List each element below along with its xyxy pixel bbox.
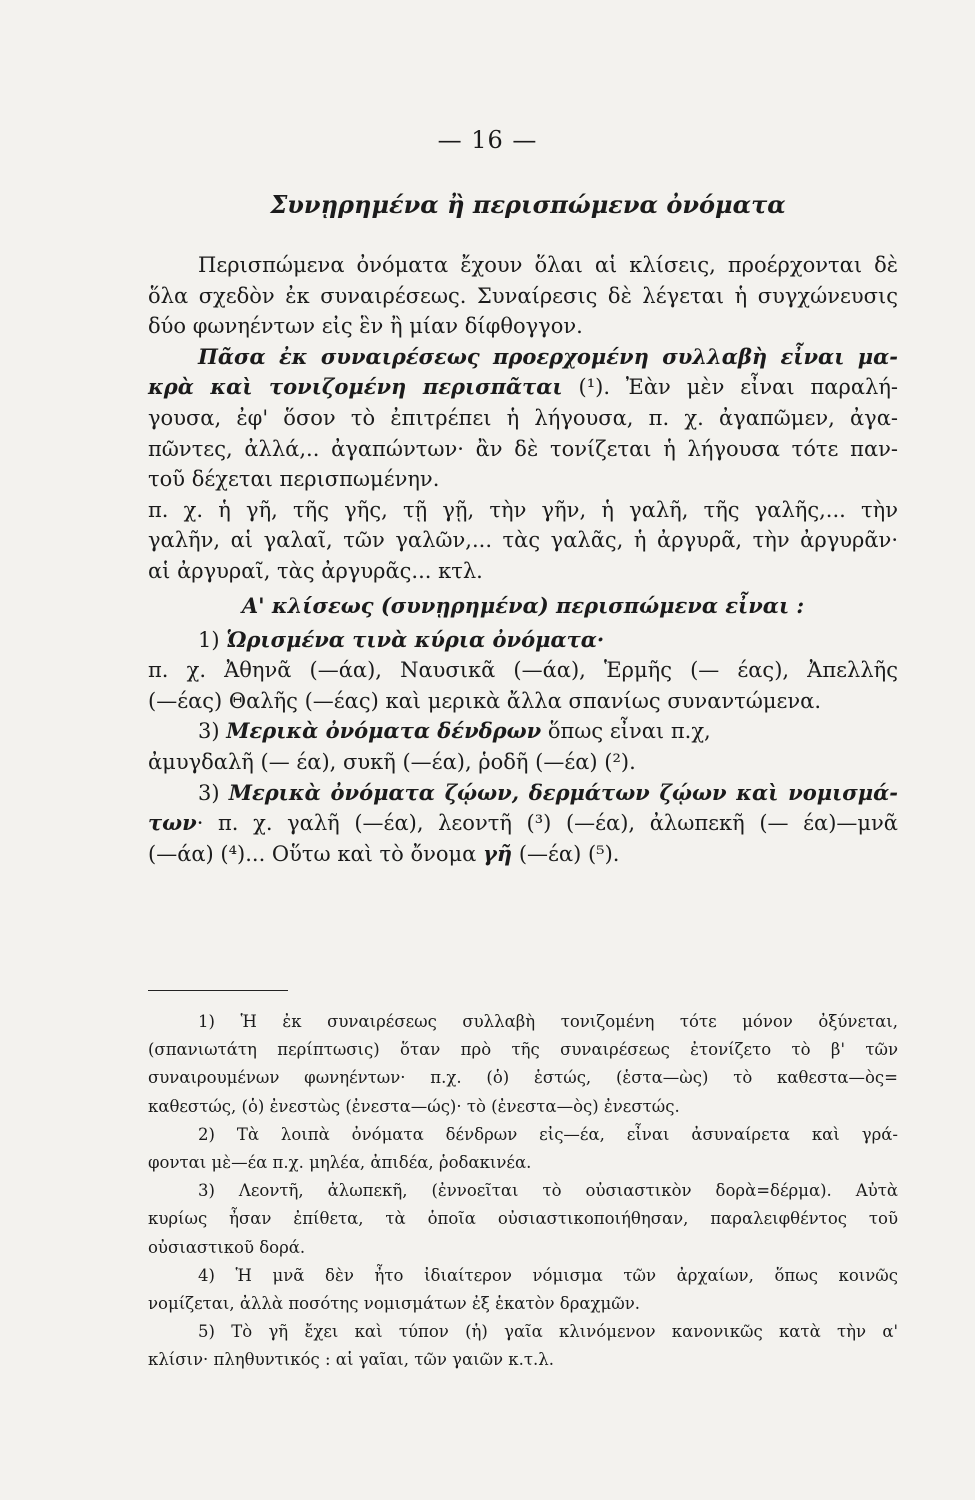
footnote-line: 3) Λεοντῆ, ἀλωπεκῆ, (ἐννοεῖται τὸ οὐσιαστικὸν δορὰ=δέρμα). Αὐτὰ bbox=[198, 1181, 898, 1201]
footnote-line: 4) Ἡ μνᾶ δὲν ἦτο ἰδιαίτερον νόμισμα τῶν ἀρχαίων, ὅπως κοινῶς bbox=[198, 1265, 898, 1285]
section-heading: Α' κλίσεως (συνῃρημένα) περισπώμενα εἶναι : bbox=[241, 592, 805, 618]
paragraph-line: δύο φωνηέντων εἰς ἓν ἢ μίαν δίφθογγον. bbox=[148, 314, 583, 339]
footnote-line: 2) Τὰ λοιπὰ ὀνόματα δένδρων εἰς—έα, εἶναι ἀσυναίρετα καὶ γρά- bbox=[198, 1124, 898, 1144]
footnote-line: κλίσιν· πληθυντικός : αἱ γαῖαι, τῶν γαιῶν κ.τ.λ. bbox=[148, 1350, 554, 1370]
example-line: π. χ. ἡ γῆ, τῆς γῆς, τῇ γῇ, τὴν γῆν, ἡ γαλῆ, τῆς γαλῆς,... τὴν bbox=[148, 497, 898, 522]
rule-line bbox=[148, 372, 898, 403]
footnote-line: (σπανιωτάτη περίπτωσις) ὅταν πρὸ τῆς συναιρέσεως ἐτονίζετο τὸ β' τῶν bbox=[148, 1040, 898, 1060]
item-line bbox=[148, 839, 898, 870]
page-number: — 16 — bbox=[437, 126, 538, 154]
item-label-rest: ὅπως εἶναι π.χ, bbox=[541, 719, 711, 744]
footnote-line: κυρίως ἦσαν ἐπίθετα, τὰ ὁποῖα οὐσιαστικοποιήθησαν, παραλειφθέντος τοῦ bbox=[148, 1209, 898, 1229]
item-number: 3) bbox=[198, 719, 227, 744]
example-line: γαλῆν, αἱ γαλαῖ, τῶν γαλῶν,... τὰς γαλᾶς, ἡ ἀργυρᾶ, τὴν ἀργυρᾶν· bbox=[148, 528, 898, 553]
example-line: αἱ ἀργυραῖ, τὰς ἀργυρᾶς... κτλ. bbox=[148, 558, 483, 583]
footnotes bbox=[148, 1008, 898, 1374]
paragraph-line: τοῦ δέχεται περισπωμένην. bbox=[148, 467, 440, 492]
item-line bbox=[148, 808, 898, 839]
item-bold-word: γῆ bbox=[483, 840, 513, 866]
rule-line: Πᾶσα ἐκ συναιρέσεως προερχομένη συλλαβὴ εἶναι μα- bbox=[198, 343, 898, 369]
footnote-line: νομίζεται, ἀλλὰ ποσότης νομισμάτων ἐξ ἑκατὸν δραχμῶν. bbox=[148, 1293, 641, 1313]
item-label bbox=[148, 778, 898, 809]
footnote-line: οὐσιαστικοῦ δορά. bbox=[148, 1237, 306, 1257]
item-bold-label: Μερικὰ ὀνόματα δένδρων bbox=[226, 718, 542, 744]
item-number: 1) bbox=[198, 627, 227, 652]
paragraph-line: Περισπώμενα ὀνόματα ἔχουν ὅλαι αἱ κλίσεις, προέρχονται δὲ bbox=[198, 253, 898, 277]
item-number: 3) bbox=[198, 780, 229, 805]
footnote-line: 5) Τὸ γῆ ἔχει καὶ τύπον (ἡ) γαῖα κλινόμενον κανονικῶς κατὰ τὴν α' bbox=[198, 1322, 898, 1342]
footnote-line: φονται μὲ—έα π.χ. μηλέα, ἀπιδέα, ῥοδακινέα. bbox=[148, 1152, 532, 1172]
rule-bold-text: κρὰ καὶ τονιζομένη περισπᾶται bbox=[148, 374, 563, 400]
main-text bbox=[148, 250, 898, 869]
item-line: (—έας) Θαλῆς (—έας) καὶ μερικὰ ἄλλα σπανίως συναντώμενα. bbox=[148, 688, 822, 713]
footnote-line: 1) Ἡ ἐκ συναιρέσεως συλλαβὴ τονιζομένη τότε μόνον ὀξύνεται, bbox=[198, 1012, 898, 1031]
footnote-divider bbox=[148, 990, 288, 991]
item-line-rest: · π. χ. γαλῆ (—έα), λεοντῆ (³) (—έα), ἀλωπεκῆ (— έα)—μνᾶ bbox=[196, 811, 898, 836]
item-bold-word: των bbox=[148, 810, 197, 836]
item-line: ἀμυγδαλῆ (— έα), συκῆ (—έα), ῥοδῆ (—έα) (²). bbox=[148, 749, 636, 774]
item-line-pre: (—άα) (⁴)... Οὕτω καὶ τὸ ὄνομα bbox=[148, 841, 484, 866]
footnote-line: συναιρουμένων φωνηέντων· π.χ. (ὁ) ἑστώς, (ἑστα—ὼς) τὸ καθεστα—ὸς= bbox=[148, 1068, 898, 1088]
paragraph-line: πῶντες, ἀλλά,.. ἀγαπώντων· ἂν δὲ τονίζεται ἡ λήγουσα τότε παν- bbox=[148, 436, 898, 461]
item-label bbox=[148, 716, 898, 747]
paragraph-line: ὅλα σχεδὸν ἐκ συναιρέσεως. Συναίρεσις δὲ λέγεται ἡ συγχώνευσις bbox=[148, 283, 898, 308]
item-line: π. χ. Ἀθηνᾶ (—άα), Ναυσικᾶ (—άα), Ἑρμῆς (— έας), Ἀπελλῆς bbox=[148, 658, 898, 683]
rule-text: (¹). Ἐὰν μὲν εἶναι παραλή- bbox=[562, 375, 898, 400]
paragraph-line: γουσα, ἐφ' ὅσον τὸ ἐπιτρέπει ἡ λήγουσα, π. χ. ἀγαπῶμεν, ἀγα- bbox=[148, 405, 898, 430]
item-bold-label: Μερικὰ ὀνόματα ζῴων, δερμάτων ζῴων καὶ νομισμά- bbox=[228, 779, 898, 805]
footnote-line: καθεστώς, (ὁ) ἐνεστὼς (ἐνεστα—ώς)· τὸ (ἐνεστα—ὸς) ἐνεστώς. bbox=[148, 1096, 680, 1116]
item-line-post: (—έα) (⁵). bbox=[512, 841, 620, 866]
item-bold-label: Ὡρισμένα τινὰ κύρια ὀνόματα· bbox=[226, 626, 605, 652]
item-label bbox=[148, 625, 898, 656]
page-title: Συνῃρημένα ἢ περισπώμενα ὀνόματα bbox=[270, 190, 786, 219]
